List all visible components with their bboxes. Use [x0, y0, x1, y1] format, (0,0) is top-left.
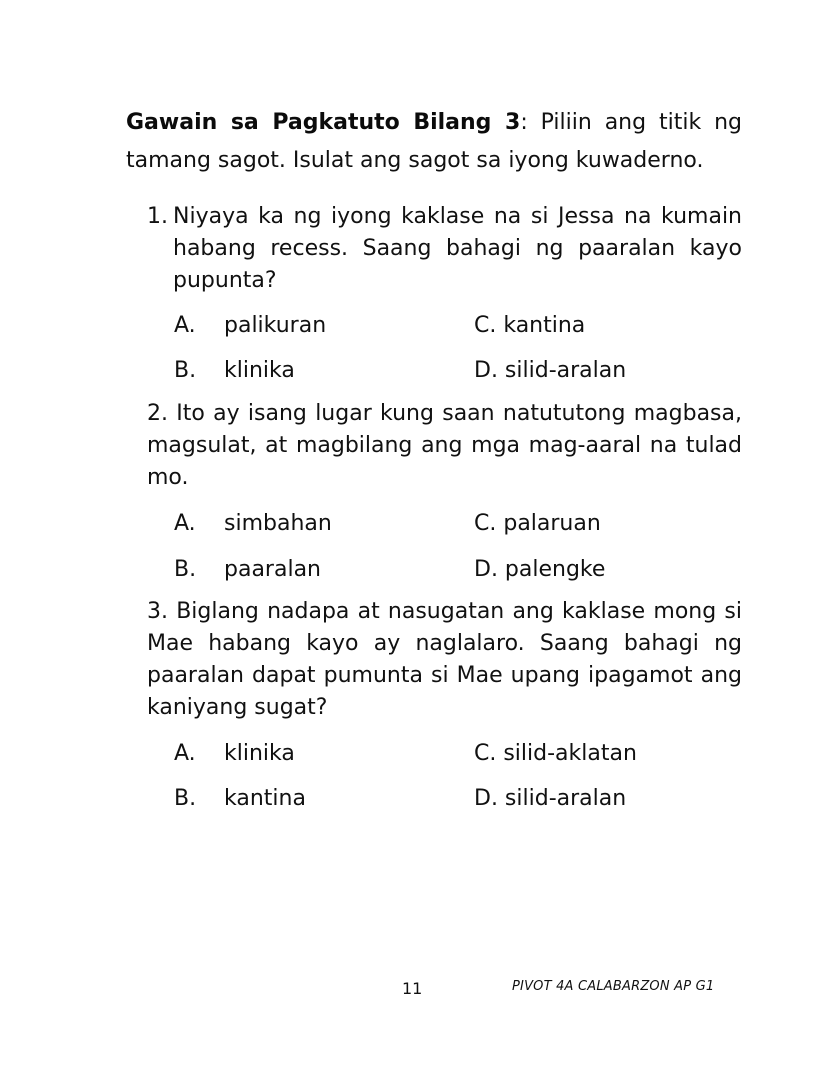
option-text: kantina: [224, 786, 306, 811]
question-2-option-d: D. palengke: [474, 557, 606, 582]
activity-instructions: [126, 104, 742, 180]
option-letter: A.: [174, 511, 196, 536]
option-text: simbahan: [224, 511, 332, 536]
footer-source: PIVOT 4A CALABARZON AP G1: [512, 979, 715, 994]
option-text: klinika: [224, 741, 295, 766]
question-1-option-c: C. kantina: [474, 313, 586, 338]
option-letter: B.: [174, 358, 197, 383]
question-1-text: Niyaya ka ng iyong kaklase na si Jessa na kumain habang recess. Saang bahagi ng paaralan kayo pupunta?: [173, 204, 742, 293]
option-text: paaralan: [224, 557, 321, 582]
question-2-text: 2. Ito ay isang lugar kung saan natututong magbasa, magsulat, at magbilang ang mga mag-aaral na tulad mo.: [147, 401, 742, 490]
question-2-option-c: C. palaruan: [474, 511, 601, 536]
option-letter: B.: [174, 557, 197, 582]
question-1-option-d: D. silid-aralan: [474, 358, 627, 383]
question-3-option-d: D. silid-aralan: [474, 786, 627, 811]
question-1: [147, 201, 742, 297]
question-3-option-c: C. silid-aklatan: [474, 741, 637, 766]
question-3-text: 3. Biglang nadapa at nasugatan ang kaklase mong si Mae habang kayo ay naglalaro. Saang bahagi ng paaralan dapat pumunta si Mae upang ipagamot ang kaniyang sugat?: [147, 599, 742, 720]
activity-instruction-text: : Piliin ang titik ng tamang sagot. Isulat ang sagot sa iyong kuwaderno.: [126, 110, 743, 173]
option-letter: B.: [174, 786, 197, 811]
option-letter: A.: [174, 741, 196, 766]
option-text: palikuran: [224, 313, 327, 338]
option-text: klinika: [224, 358, 295, 383]
page-number: 11: [402, 979, 423, 998]
activity-title: Gawain sa Pagkatuto Bilang 3: [126, 110, 521, 135]
option-letter: A.: [174, 313, 196, 338]
question-1-number: 1.: [147, 204, 168, 229]
